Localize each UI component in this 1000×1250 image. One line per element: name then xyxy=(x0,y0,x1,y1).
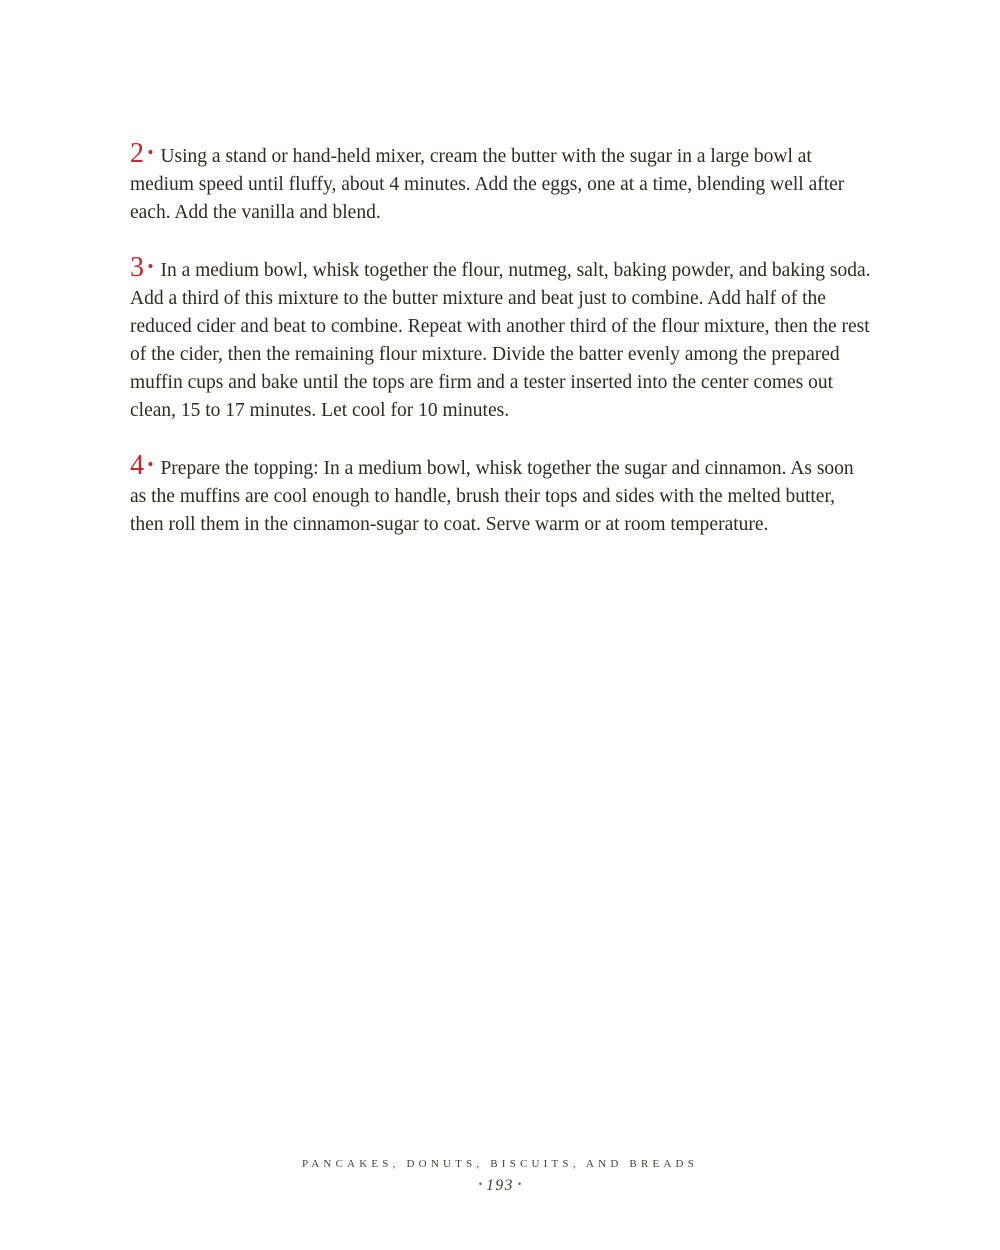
step-number: 2 xyxy=(130,138,145,169)
page-dot-icon: • xyxy=(517,1179,522,1191)
step-number: 3 xyxy=(130,252,145,283)
step-text: Prepare the topping: In a medium bowl, whisk together the sugar and cinnamon. As soon as the muffins are cool enough to handle, brush their tops and sides with the melted butter, then roll them in the cinnamon-sugar to coat. Serve warm or at room temperature. xyxy=(130,458,854,535)
page-dot-icon: • xyxy=(478,1179,483,1191)
step-bullet-icon: • xyxy=(147,455,154,474)
footer-page-line xyxy=(0,1177,1000,1195)
recipe-step-2 xyxy=(130,139,872,227)
footer-section-title: PANCAKES, DONUTS, BISCUITS, AND BREADS xyxy=(301,1158,699,1170)
step-number: 4 xyxy=(130,450,145,481)
page-number: 193 xyxy=(486,1177,514,1194)
recipe-step-4 xyxy=(130,451,872,539)
recipe-instructions xyxy=(130,139,872,565)
step-bullet-icon: • xyxy=(147,257,154,276)
page-footer xyxy=(0,1158,1000,1195)
step-text: In a medium bowl, whisk together the flour, nutmeg, salt, baking powder, and baking soda. Add a third of this mixture to the butter mixture and beat just to combine. Add half of the reduced cider and beat to combine. Repeat with another third of the flour mixture, then the rest of the cider, then the remaining flour mixture. Divide the batter evenly among the prepared muffin cups and bake until the tops are firm and a tester inserted into the center comes out clean, 15 to 17 minutes. Let cool for 10 minutes. xyxy=(130,260,871,421)
step-text: Using a stand or hand-held mixer, cream the butter with the sugar in a large bowl at medium speed until fluffy, about 4 minutes. Add the eggs, one at a time, blending well after each. Add the vanilla and blend. xyxy=(130,146,845,223)
recipe-step-3 xyxy=(130,253,872,425)
step-bullet-icon: • xyxy=(147,143,154,162)
